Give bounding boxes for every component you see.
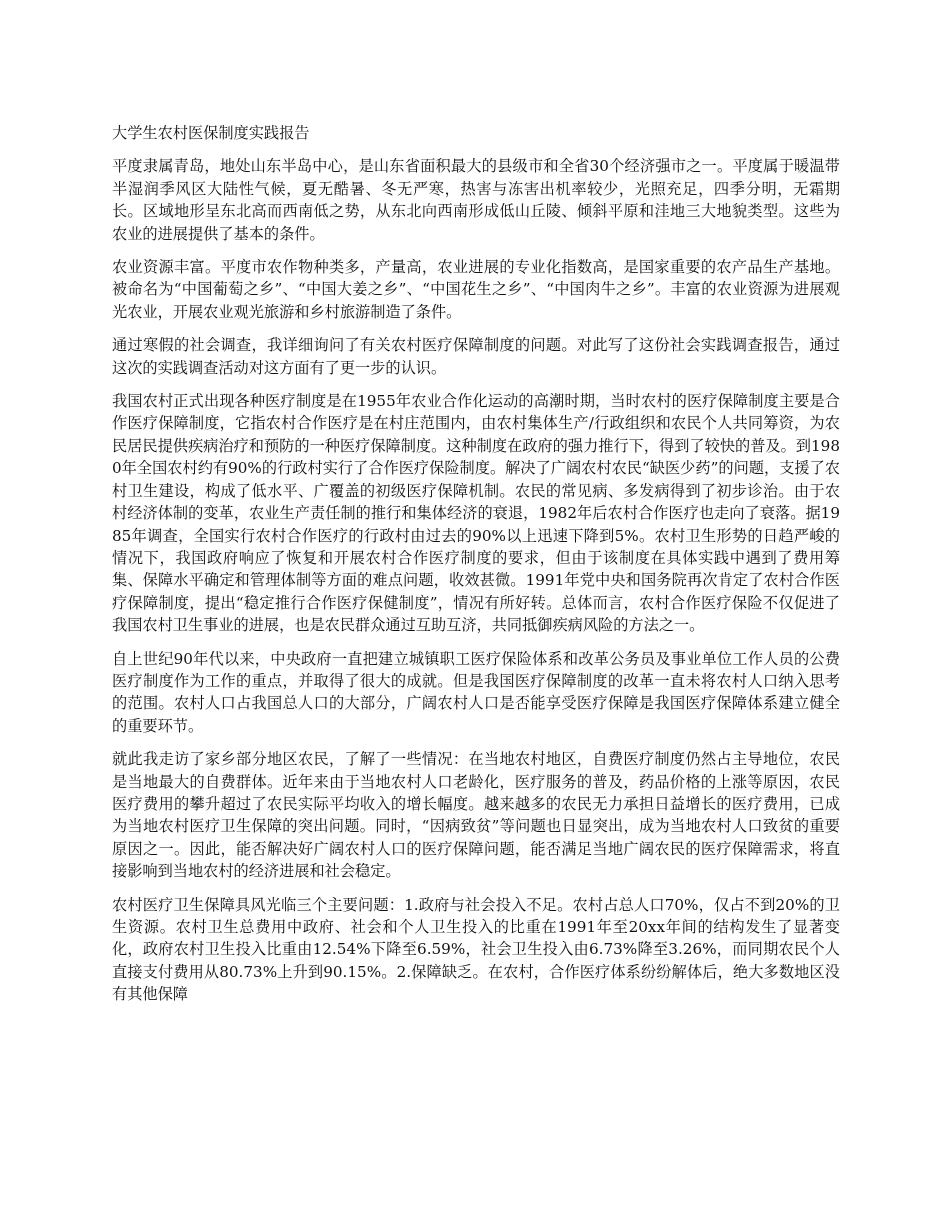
paragraph-geography: 平度隶属青岛，地处山东半岛中心，是山东省面积最大的县级市和全省30个经济强市之一。平度属于暖温带半湿润季风区大陆性气候，夏无酷暑、冬无严寒，热害与冻害出机率较少，光照充足，四季分明，无霜期长。区域地形呈东北高而西南低之势，从东北向西南形成低山丘陵、倾斜平原和洼地三大地貌类型。这些为农业的进展提供了基本的条件。 [112,157,840,243]
paragraph-history: 我国农村正式出现各种医疗制度是在1955年农业合作化运动的高潮时期，当时农村的医疗保障制度主要是合作医疗保障制度，它指农村合作医疗是在村庄范围内，由农村集体生产/行政组织和农民个人共同筹资，为农民居民提供疾病治疗和预防的一种医疗保障制度。这种制度在政府的强力推行下，得到了较快的普及。到1980年全国农村约有90%的行政村实行了合作医疗保险制度。解决了广阔农村农民“缺医少药”的问题，支援了农村卫生建设，构成了低水平、广覆盖的初级医疗保障机制。农民的常见病、多发病得到了初步诊治。由于农村经济体制的变革，农业生产责任制的推行和集体经济的衰退，1982年后农村合作医疗也走向了衰落。据1985年调查，全国实行农村合作医疗的行政村由过去的90%以上迅速下降到5%。农村卫生形势的日趋严峻的情况下，我国政府响应了恢复和开展农村合作医疗制度的要求，但由于该制度在具体实践中遇到了费用筹集、保障水平确定和管理体制等方面的难点问题，收效甚微。1991年党中央和国务院再次肯定了农村合作医疗保障制度，提出“稳定推行合作医疗保健制度”，情况有所好转。总体而言，农村合作医疗保险不仅促进了我国农村卫生事业的进展，也是农民群众通过互助互济，共同抵御疾病风险的方法之一。 [112,392,840,635]
paragraph-agriculture-resources: 农业资源丰富。平度市农作物种类多，产量高，农业进展的专业化指数高，是国家重要的农产品生产基地。被命名为“中国葡萄之乡”、“中国大姜之乡”、“中国花生之乡”、“中国肉牛之乡”。丰富的农业资源为进展观光农业，开展农业观光旅游和乡村旅游制造了条件。 [112,258,840,321]
paragraph-survey-intro: 通过寒假的社会调查，我详细询问了有关农村医疗保障制度的问题。对此写了这份社会实践调查报告，通过这次的实践调查活动对这方面有了更一步的认识。 [112,336,840,377]
paragraph-main-problems: 农村医疗卫生保障具风光临三个主要问题：1.政府与社会投入不足。农村占总人口70%，仅占不到20%的卫生资源。农村卫生总费用中政府、社会和个人卫生投入的比重在1991年至20xx年间的结构发生了显著变化，政府农村卫生投入比重由12.54%下降至6.59%，社会卫生投入由6.73%降至3.26%，而同期农民个人直接支付费用从80.73%上升到90.15%。2.保障缺乏。在农村，合作医疗体系纷纷解体后，绝大多数地区没有其他保障 [112,895,840,1004]
paragraph-policy-90s: 自上世纪90年代以来，中央政府一直把建立城镇职工医疗保险体系和改革公务员及事业单位工作人员的公费医疗制度作为工作的重点，并取得了很大的成就。但是我国医疗保障制度的改革一直未将农村人口纳入思考的范围。农村人口占我国总人口的大部分，广阔农村人口是否能享受医疗保障是我国医疗保障体系建立健全的重要环节。 [112,649,840,735]
paragraph-local-findings: 就此我走访了家乡部分地区农民，了解了一些情况：在当地农村地区，自费医疗制度仍然占主导地位，农民是当地最大的自费群体。近年来由于当地农村人口老龄化，医疗服务的普及，药品价格的上涨等原因，农民医疗费用的攀升超过了农民实际平均收入的增长幅度。越来越多的农民无力承担日益增长的医疗费用，已成为当地农村医疗卫生保障的突出问题。同时，“因病致贫”等问题也日显突出，成为当地农村人口致贫的重要原因之一。因此，能否解决好广阔农村人口的医疗保障问题，能否满足当地广阔农民的医疗保障需求，将直接影响到当地农村的经济进展和社会稳定。 [112,750,840,881]
document-page [112,122,840,1017]
document-title: 大学生农村医保制度实践报告 [112,124,310,142]
